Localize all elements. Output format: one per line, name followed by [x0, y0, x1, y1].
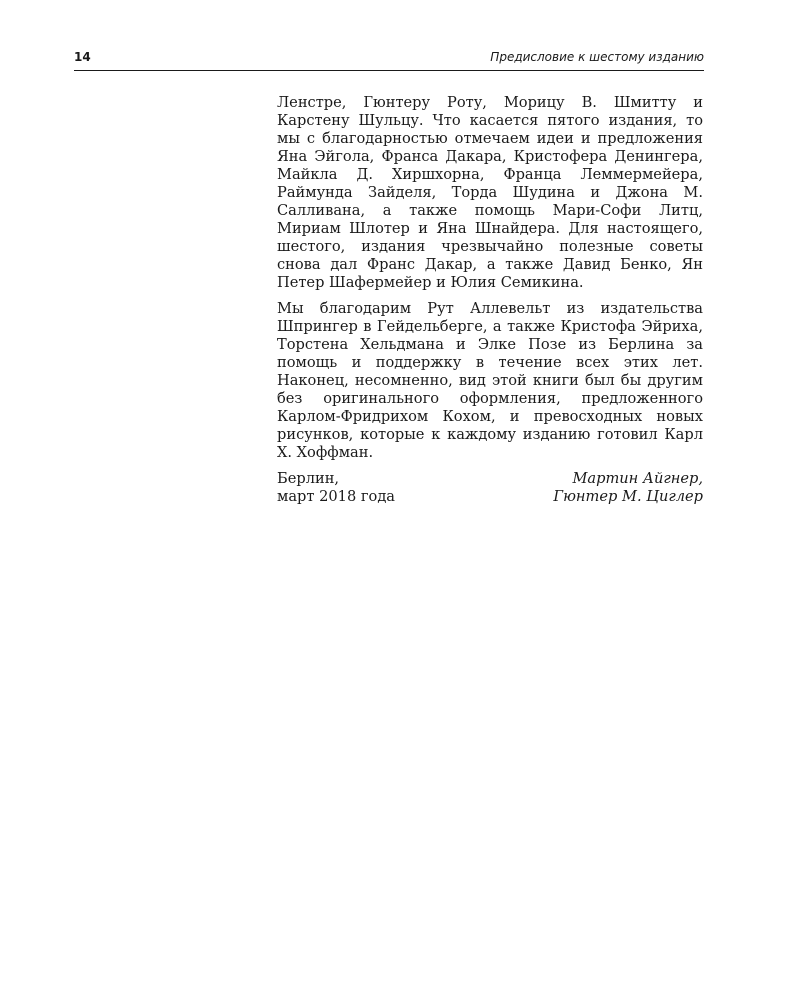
signature-author-2: Гюнтер М. Циглер	[553, 488, 703, 505]
paragraph-2: Мы благодарим Рут Аллевельт из издательства Шпрингер в Гейдельберге, а также Кристофа Эйриха, Торстена Хельдмана и Элке Позе из Берлина за помощь и поддержку в течение всех этих лет. Наконец, несомненно, вид этой книги был бы другим без оригинального оформления, предложенного Карлом-Фридрихом Кохом, и превосходных новых рисунков, которые к каждому изданию готовил Карл Х. Хоффман.	[277, 300, 703, 461]
signature-row-1	[277, 470, 703, 488]
paragraph-1: Ленстре, Гюнтеру Роту, Морицу В. Шмитту и Карстену Шульцу. Что касается пятого издания, то мы с благодарностью отмечаем идеи и предложения Яна Эйгола, Франса Дакара, Кристофера Денингера, Майкла Д. Хиршхорна, Франца Леммермейера, Раймунда Зайделя, Торда Шудина и Джона М. Салливана, а также помощь Мари-Софи Литц, Мириам Шлотер и Яна Шнайдера. Для настоящего, шестого, издания чрезвычайно полезные советы снова дал Франс Дакар, а также Давид Бенко, Ян Петер Шафермейер и Юлия Семикина.	[277, 94, 703, 291]
signature-block	[277, 470, 703, 506]
page-header	[74, 48, 704, 71]
signature-author-1: Мартин Айгнер,	[572, 470, 703, 487]
body-text	[277, 94, 703, 470]
signature-date: март 2018 года	[277, 488, 396, 505]
signature-row-2	[277, 488, 703, 506]
running-title: Предисловие к шестому изданию	[490, 50, 704, 64]
signature-place: Берлин,	[277, 470, 340, 487]
page-number: 14	[74, 50, 91, 64]
